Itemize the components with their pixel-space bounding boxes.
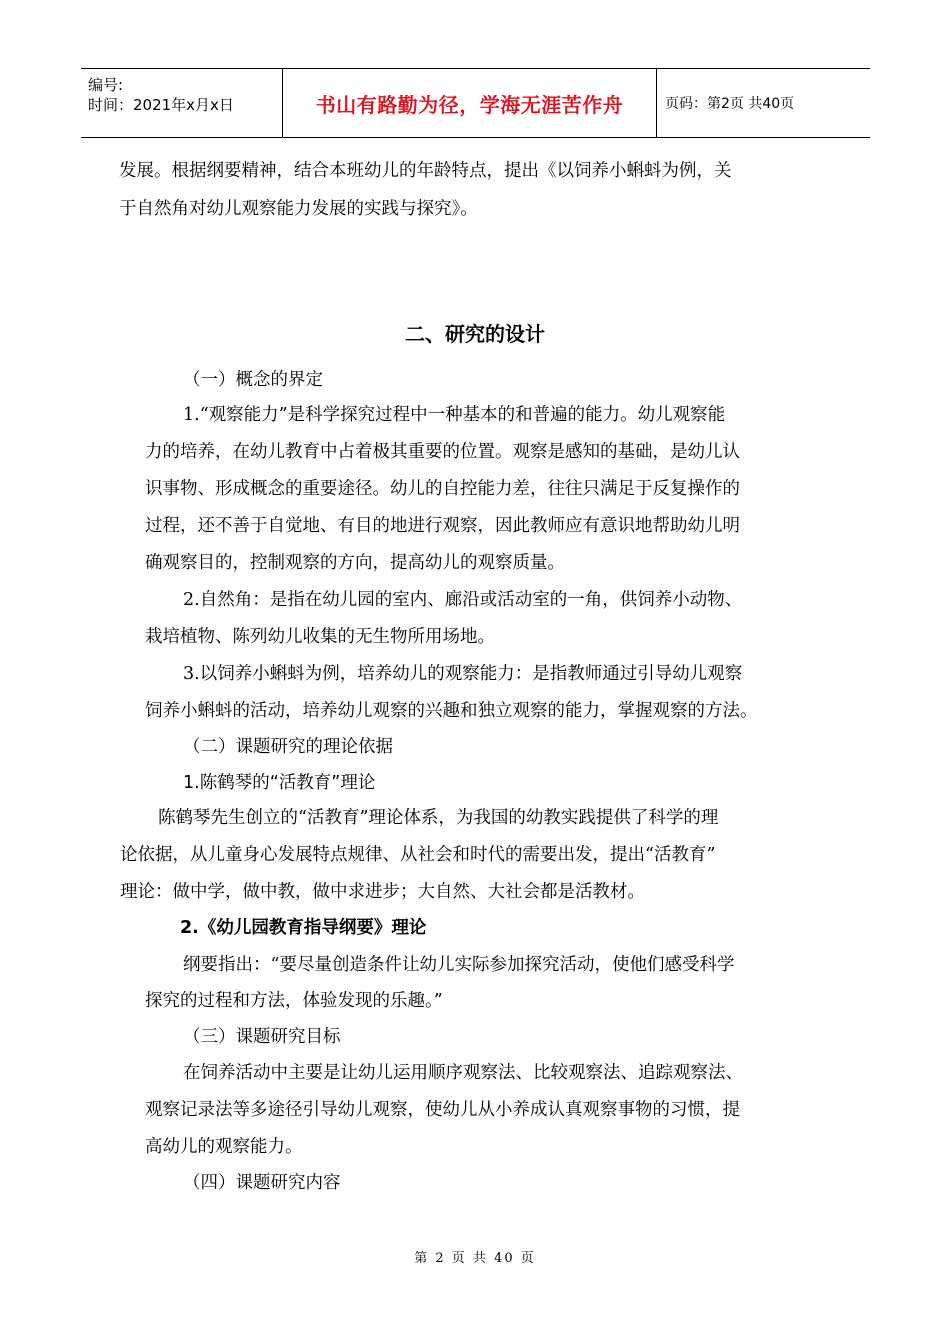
paragraph-line: 在饲养活动中主要是让幼儿运用顺序观察法、比较观察法、追踪观察法、 (183, 1063, 743, 1083)
paragraph-line: 力的培养，在幼儿教育中占着极其重要的位置。观察是感知的基础，是幼儿认 (145, 442, 740, 462)
paragraph-line: 观察记录法等多途径引导幼儿观察，使幼儿从小养成认真观察事物的习惯，提 (145, 1100, 740, 1120)
paragraph-line: 确观察目的，控制观察的方向，提高幼儿的观察质量。 (145, 553, 565, 573)
document-number-label: 编号: (88, 76, 124, 94)
intro-line: 于自然角对幼儿观察能力发展的实践与探究》。 (119, 199, 478, 219)
paragraph-line: 3.以饲养小蝌蚪为例，培养幼儿的观察能力：是指教师通过引导幼儿观察 (183, 664, 743, 684)
intro-line: 发展。根据纲要精神，结合本班幼儿的年龄特点，提出《以饲养小蝌蚪为例，关 (119, 161, 732, 181)
theory-heading: 1.陈鹤琴的“活教育”理论 (183, 773, 376, 793)
paragraph-line: 高幼儿的观察能力。 (145, 1137, 303, 1157)
paragraph-line: 1.“观察能力”是科学探究过程中一种基本的和普遍的能力。幼儿观察能 (183, 405, 726, 425)
paragraph-line: 饲养小蝌蚪的活动，培养幼儿观察的兴趣和独立观察的能力，掌握观察的方法。 (145, 701, 758, 721)
paragraph-line: 过程，还不善于自觉地、有目的地进行观察，因此教师应有意识地帮助幼儿明 (145, 516, 740, 536)
header-motto: 书山有路勤为径，学海无涯苦作舟 (315, 92, 624, 117)
header-info-cell (81, 69, 283, 137)
subsection-heading: （二）课题研究的理论依据 (183, 737, 393, 757)
header-page-cell (657, 69, 870, 137)
paragraph-line: 理论：做中学，做中教，做中求进步；大自然、大社会都是活教材。 (120, 882, 645, 902)
paragraph-line: 陈鹤琴先生创立的“活教育”理论体系，为我国的幼教实践提供了科学的理 (158, 808, 719, 828)
header-motto-cell (283, 69, 657, 137)
subsection-heading: （四）课题研究内容 (183, 1173, 341, 1193)
paragraph-line: 栽培植物、陈列幼儿收集的无生物所用场地。 (145, 627, 495, 647)
paragraph-line: 2.自然角：是指在幼儿园的室内、廊沿或活动室的一角，供饲养小动物、 (183, 590, 743, 610)
paragraph-line: 纲要指出：“要尽量创造条件让幼儿实际参加探究活动，使他们感受科学 (183, 955, 735, 975)
paragraph-line: 探究的过程和方法，体验发现的乐趣。” (145, 991, 443, 1011)
document-date-label: 时间：2021年x月x日 (88, 96, 234, 114)
subsection-heading: （一）概念的界定 (183, 370, 323, 390)
document-header (81, 68, 870, 138)
paragraph-line: 论依据，从儿童身心发展特点规律、从社会和时代的需要出发，提出“活教育” (120, 845, 716, 865)
page-footer: 第 2 页 共 40 页 (414, 1251, 536, 1266)
section-title: 二、研究的设计 (405, 322, 545, 346)
paragraph-line: 识事物、形成概念的重要途径。幼儿的自控能力差，往往只满足于反复操作的 (145, 479, 740, 499)
subsection-heading: （三）课题研究目标 (183, 1027, 341, 1047)
theory-heading: 2.《幼儿园教育指导纲要》理论 (180, 918, 427, 938)
header-page-number: 页码：第2页 共40页 (665, 96, 795, 112)
